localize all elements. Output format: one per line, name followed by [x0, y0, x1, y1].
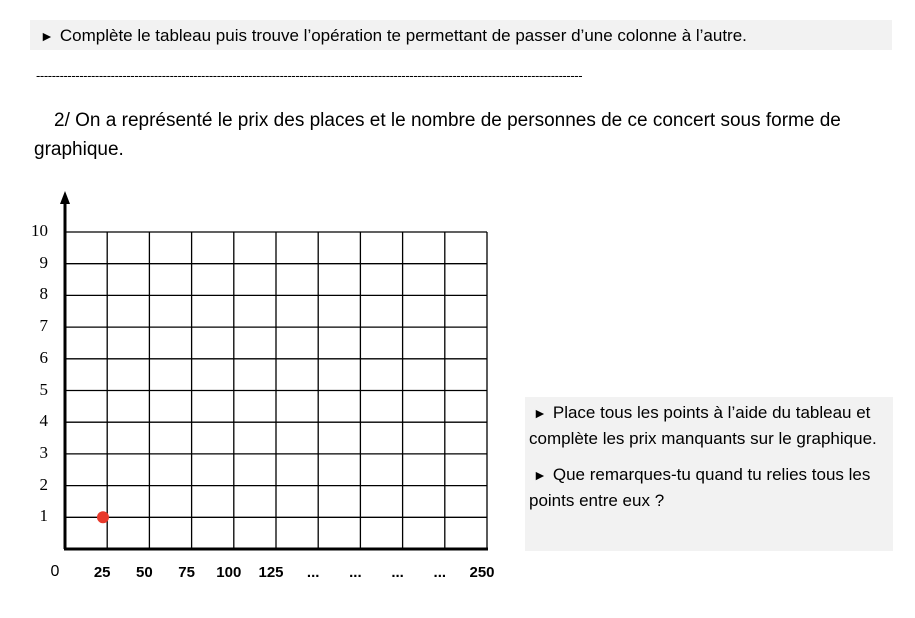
x-tick-label: ... — [306, 564, 320, 581]
x-tick-label: 250 — [469, 564, 495, 581]
y-tick-label: 7 — [39, 316, 48, 336]
y-tick-label: 10 — [31, 221, 48, 240]
x-origin-label: 0 — [50, 563, 60, 580]
x-tick-label: 125 — [258, 564, 284, 581]
x-tick-label: 100 — [216, 564, 242, 581]
y-tick-label: 5 — [39, 379, 48, 399]
y-tick-label: 2 — [39, 474, 48, 494]
side-item-text: Que remarques-tu quand tu relies tous les points entre eux ? — [529, 465, 871, 510]
y-axis-arrow-icon — [60, 191, 70, 204]
y-tick-label: 3 — [39, 442, 48, 462]
instruction-text: Complète le tableau puis trouve l’opération te permettant de passer d’une colonne à l’autre. — [59, 26, 747, 45]
x-tick-label: ... — [433, 564, 447, 581]
x-tick-label: 25 — [93, 564, 111, 581]
data-point — [97, 511, 109, 523]
triangle-right-icon: ► — [40, 28, 54, 44]
side-item-text: Place tous les points à l’aide du tableau et complète les prix manquants sur le graphique. — [529, 403, 877, 448]
x-tick-label: 50 — [136, 564, 153, 581]
x-tick-label: ... — [391, 564, 404, 581]
y-tick-label: 1 — [39, 506, 48, 526]
dashed-separator: ------------------------------------------------------------------------------------------------------------------------------------------- — [36, 68, 583, 83]
question-text: On a représenté le prix des places et le nombre de personnes de ce concert sous forme de graphique. — [34, 110, 841, 160]
y-tick-label: 9 — [39, 252, 48, 272]
x-tick-label: ... — [349, 564, 362, 581]
y-tick-label: 4 — [39, 411, 48, 431]
side-item-2 — [529, 462, 889, 514]
question-number: 2/ — [54, 110, 70, 131]
triangle-right-icon: ► — [533, 467, 547, 483]
triangle-right-icon: ► — [533, 405, 547, 421]
y-tick-label: 6 — [39, 347, 48, 367]
side-item-1 — [529, 400, 889, 452]
x-tick-label: 75 — [178, 564, 195, 581]
y-tick-label: 8 — [39, 284, 48, 304]
side-panel — [525, 397, 893, 551]
